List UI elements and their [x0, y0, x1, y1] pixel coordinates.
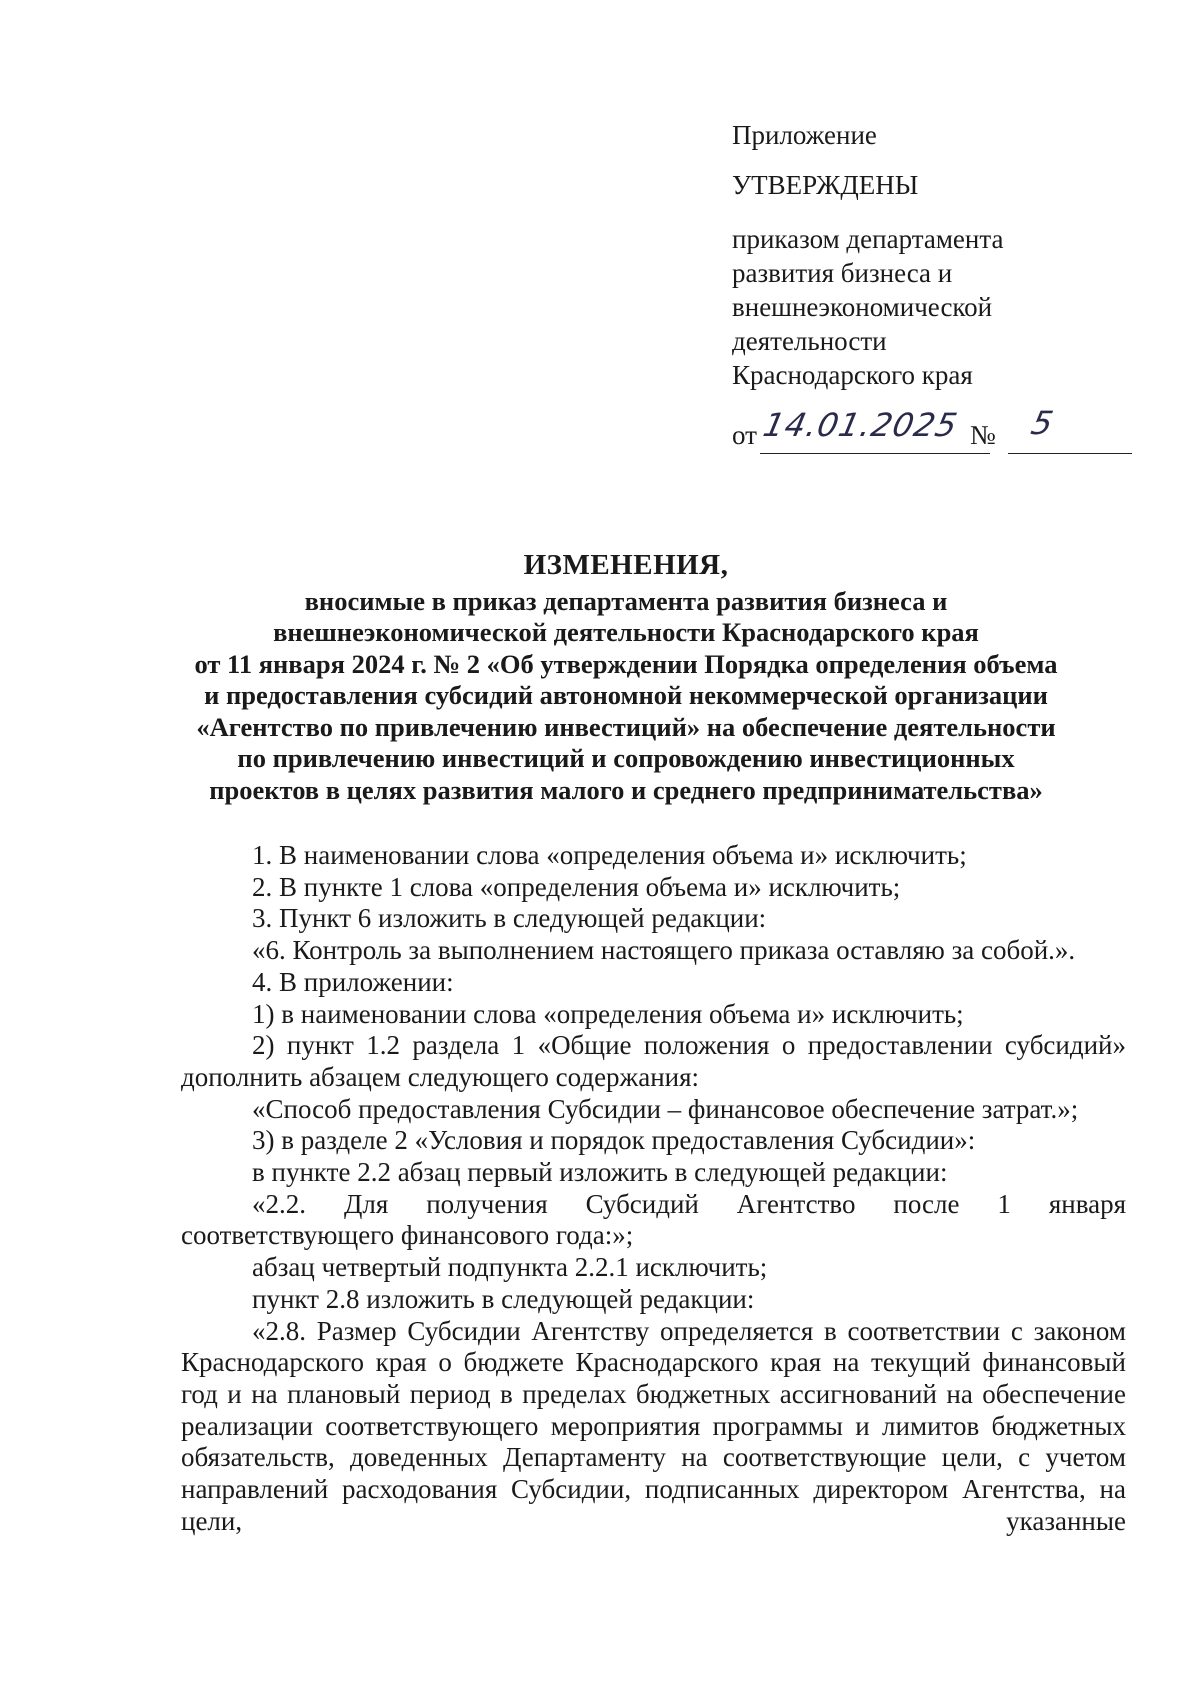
number-label: №	[970, 420, 996, 450]
approval-block	[732, 118, 1152, 454]
body-paragraph: «2.2. Для получения Субсидий Агентство после 1 января соответствующего финансового года:»;	[181, 1188, 1126, 1251]
document-body	[181, 840, 1126, 1537]
number-underline	[1008, 453, 1132, 454]
date-underline	[760, 453, 990, 454]
approval-order-line: развития бизнеса и	[732, 258, 953, 288]
body-paragraph: в пункте 2.2 абзац первый изложить в следующей редакции:	[252, 1157, 948, 1188]
body-paragraph: «6. Контроль за выполнением настоящего приказа оставляю за собой.».	[252, 935, 1076, 966]
body-paragraph: абзац четвертый подпункта 2.2.1 исключить;	[252, 1252, 768, 1283]
title-line: проектов в целях развития малого и среднего предпринимательства»	[209, 774, 1043, 805]
approval-order-text	[732, 222, 1152, 392]
title-line: вносимые в приказ департамента развития бизнеса и	[304, 585, 948, 616]
body-paragraph: «Способ предоставления Субсидии – финансовое обеспечение затрат.»;	[252, 1093, 1079, 1124]
body-paragraph: 4. В приложении:	[252, 966, 454, 997]
title-line: «Агентство по привлечению инвестиций» на обеспечение деятельности	[196, 711, 1056, 742]
title-line: по привлечению инвестиций и сопровождению инвестиционных	[237, 743, 1015, 773]
approval-order-line: приказом департамента	[732, 224, 1004, 254]
body-paragraph: 1. В наименовании слова «определения объема и» исключить;	[252, 840, 967, 870]
approval-order-line: деятельности	[732, 326, 887, 356]
approval-order-line: внешнеэкономической	[732, 292, 993, 322]
body-paragraph: «2.8. Размер Субсидии Агентству определяется в соответствии с законом Краснодарского края о бюджете Краснодарского края на текущий финансовый год и на плановый период в пределах бюджетных ассигнований на обеспечение реализации соответствующего мероприятия программы и лимитов бюджетных обязательств, доведенных Департаменту на соответствующие цели, с учетом направлений расходования Субсидии, подписанных директором Агентства, на цели, указанные	[181, 1315, 1126, 1536]
approval-order-line: Краснодарского края	[732, 360, 973, 390]
body-paragraph: 3) в разделе 2 «Условия и порядок предоставления Субсидии»:	[252, 1125, 976, 1156]
body-paragraph: 1) в наименовании слова «определения объема и» исключить;	[252, 998, 964, 1029]
title-line: внешнеэкономической деятельности Краснодарского края	[273, 617, 979, 647]
document-title	[176, 550, 1076, 806]
from-label: от	[732, 420, 757, 450]
body-paragraph: пункт 2.8 изложить в следующей редакции:	[252, 1283, 755, 1314]
handwritten-number: 5	[1027, 404, 1057, 442]
approved-label: УТВЕРЖДЕНЫ	[732, 170, 919, 200]
title-heading: ИЗМЕНЕНИЯ,	[523, 549, 729, 581]
body-paragraph: 2) пункт 1.2 раздела 1 «Общие положения о предоставлении субсидий» дополнить абзацем следующего содержания:	[181, 1030, 1126, 1092]
date-number-row	[732, 404, 1152, 454]
appendix-label: Приложение	[732, 120, 877, 150]
handwritten-date: 14.01.2025	[759, 406, 962, 444]
title-line: и предоставления субсидий автономной некоммерческой организации	[204, 680, 1048, 710]
body-paragraph: 2. В пункте 1 слова «определения объема и» исключить;	[252, 871, 901, 902]
title-line: от 11 января 2024 г. № 2 «Об утверждении Порядка определения объема	[194, 648, 1058, 679]
body-paragraph: 3. Пункт 6 изложить в следующей редакции:	[252, 903, 767, 934]
